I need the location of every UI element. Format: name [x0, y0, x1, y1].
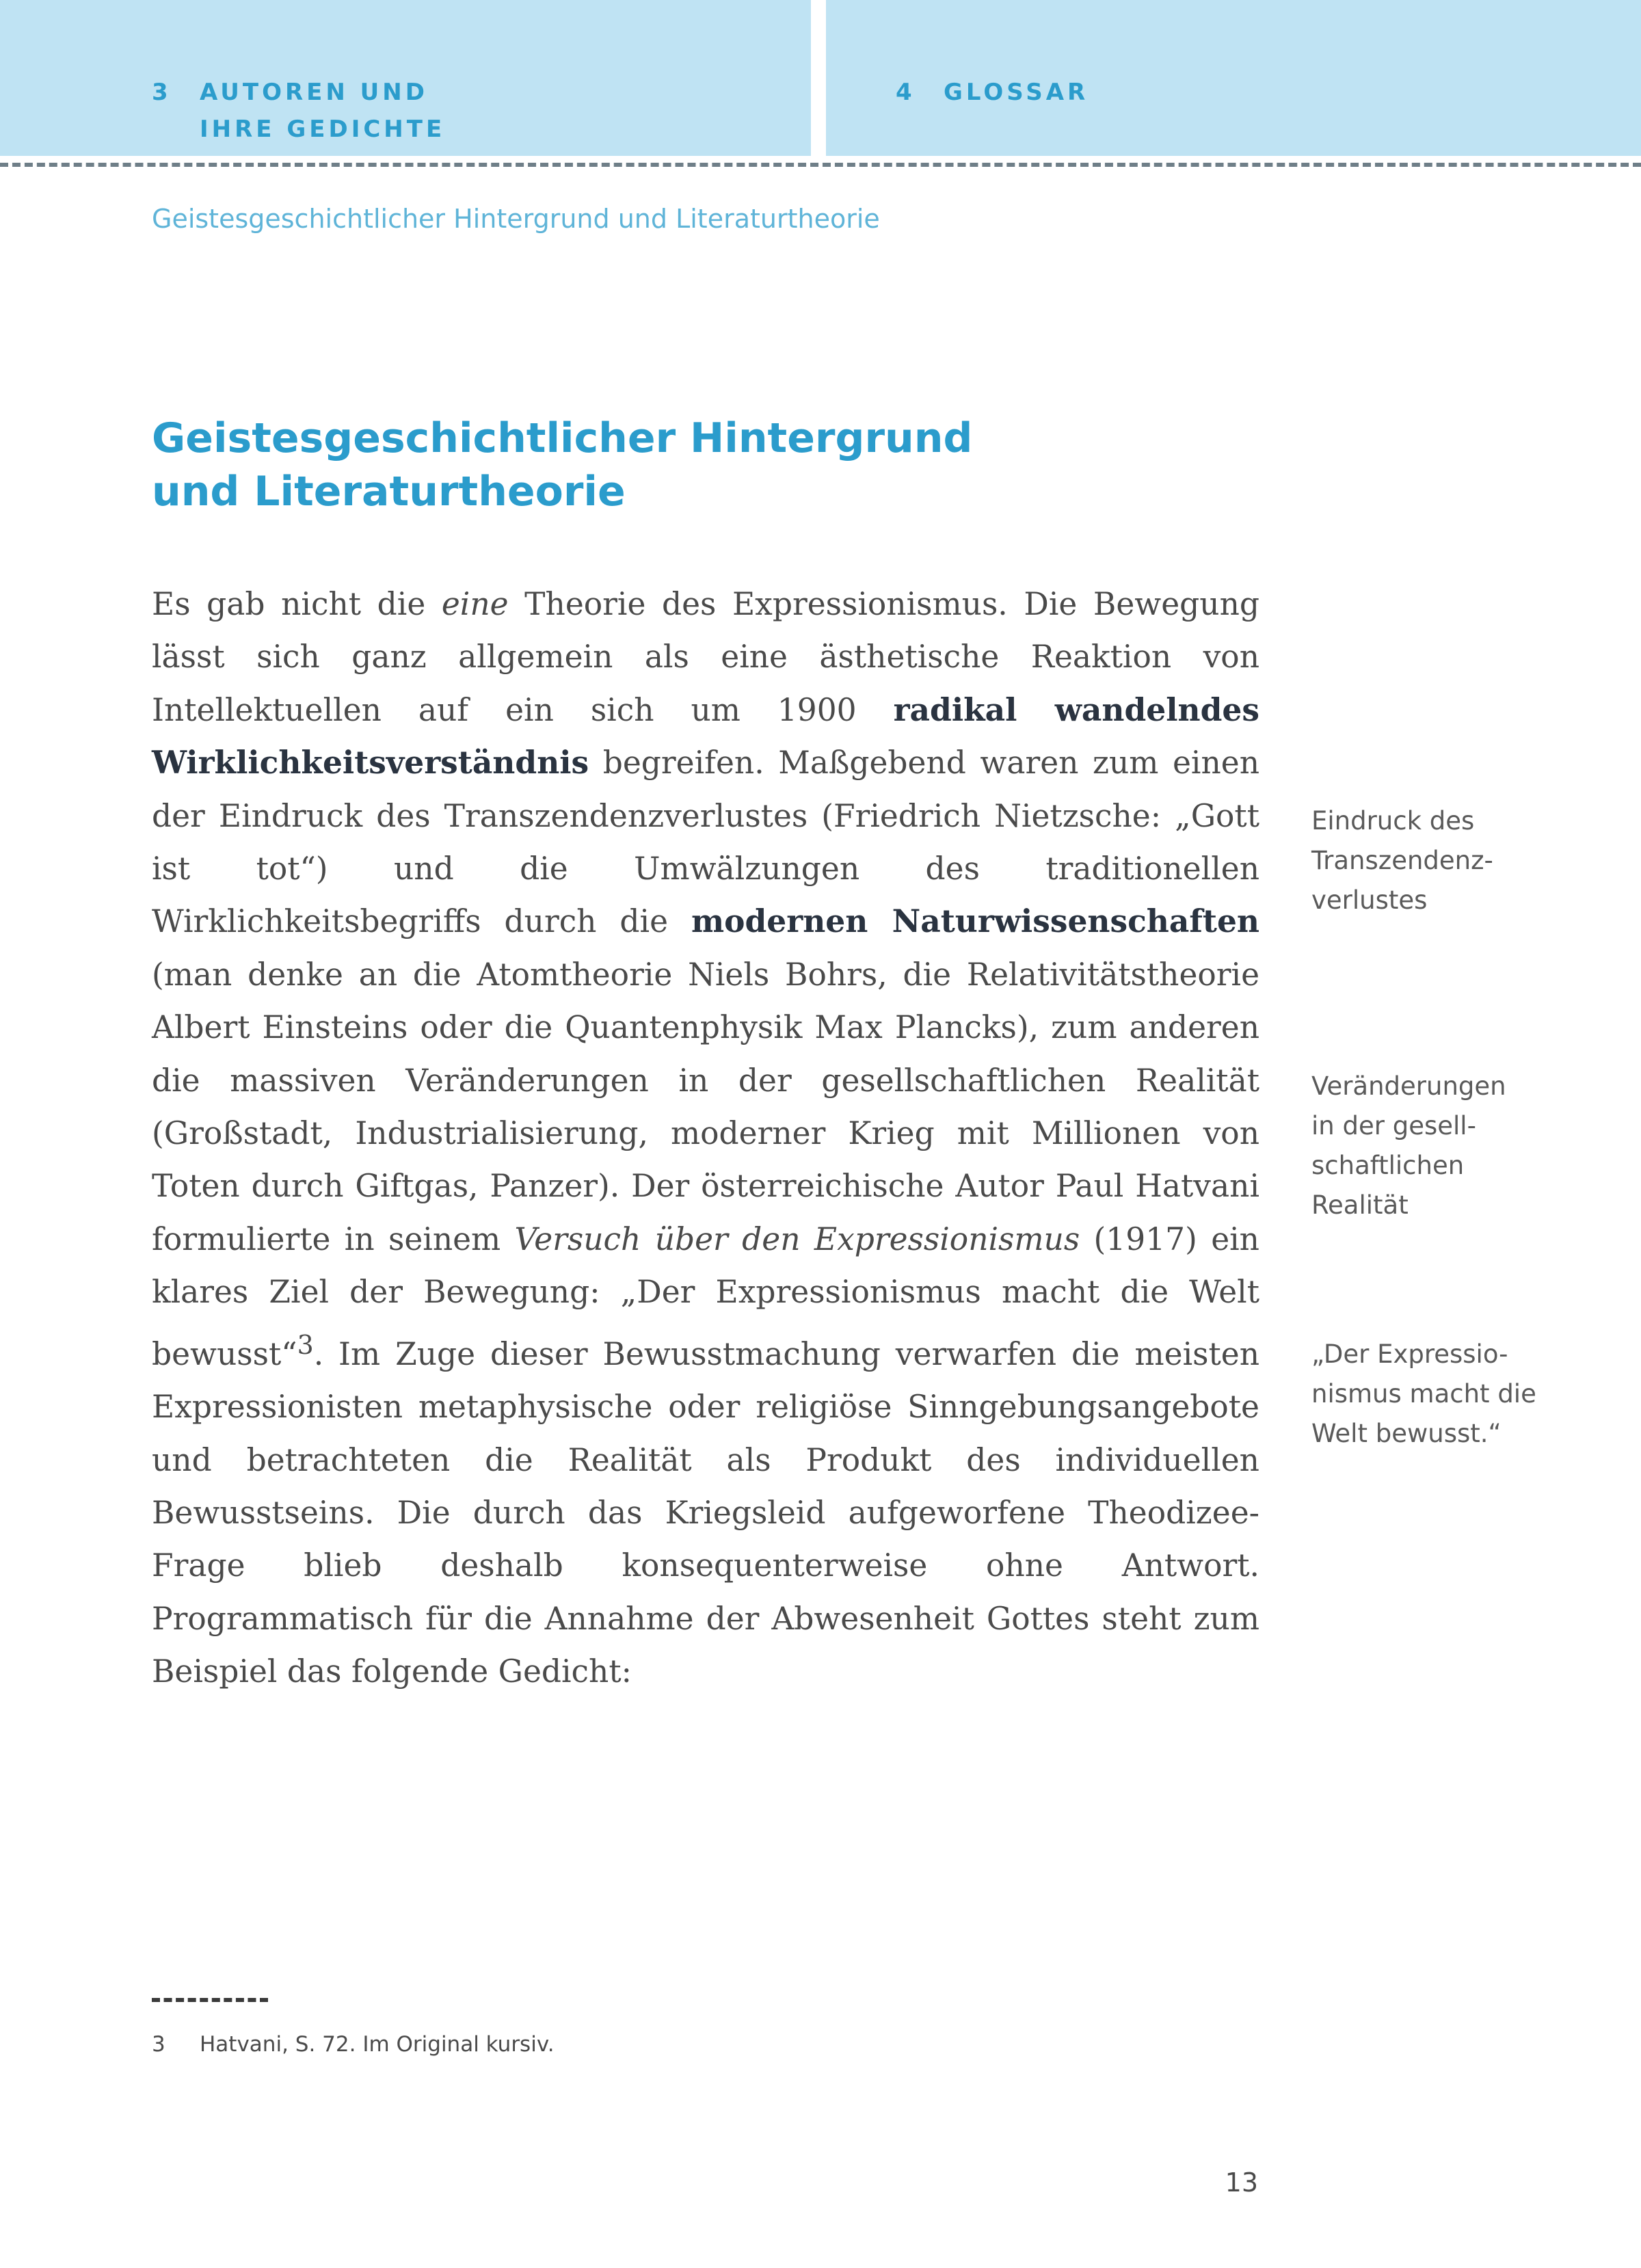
section-title-line: Geistesgeschichtlicher Hintergrund	[152, 414, 973, 462]
body-text-run: . Im Zuge dieser Bewusstmachung verwarfen die meisten Expressionisten metaphysische oder religiöse Sinngebungsangebote und betrachteten die Realität als Produkt des individuellen Bewusstseins. Die durch das Kriegsleid aufgeworfene Theodizee-Frage blieb deshalb konsequenterweise ohne Antwort. Programmatisch für die Annahme der Abwesenheit Gottes steht zum Beispiel das folgende Gedicht:	[152, 1335, 1259, 1690]
body-text-run: begreifen. Maßgebend waren zum einen der Eindruck des Transzendenzverlustes (Friedrich Nietzsche: „Gott ist tot“) und die Umwälzungen des traditionellen Wirklichkeitsbegriffs durch die	[152, 745, 1259, 940]
body-text-run: modernen Naturwissenschaften	[691, 903, 1259, 940]
margin-note-line: Realität	[1311, 1190, 1409, 1220]
tab-label	[200, 74, 445, 148]
tab-number: 4	[896, 79, 916, 106]
footnote-number: 3	[152, 2032, 165, 2057]
footnote-text: Hatvani, S. 72. Im Original kursiv.	[200, 2032, 555, 2057]
header-dashed-divider	[0, 163, 1641, 167]
margin-note-veraenderungen	[1311, 1067, 1599, 1225]
tab-number: 3	[152, 79, 172, 106]
header-divider	[811, 0, 826, 156]
running-head: Geistesgeschichtlicher Hintergrund und Literaturtheorie	[152, 204, 880, 234]
margin-note-line: „Der Expressio-	[1311, 1339, 1508, 1369]
margin-note-line: nismus macht die	[1311, 1379, 1536, 1409]
body-text-run: Theorie des Expressionismus. Die Bewegung lässt sich ganz allgemein als eine ästhetische Reaktion von Intellektuellen auf ein sich um 1900	[152, 586, 1260, 728]
footnote-rule	[152, 1998, 268, 2002]
body-text-run: Versuch über den Expressionismus	[514, 1220, 1080, 1257]
body-paragraph	[152, 578, 1259, 1698]
margin-note-line: schaftlichen	[1311, 1151, 1465, 1180]
margin-note-line: verlustes	[1311, 885, 1428, 915]
body-text-run: 3	[297, 1329, 314, 1360]
body-text-run: eine	[441, 586, 509, 622]
margin-note-line: Veränderungen	[1311, 1071, 1506, 1101]
margin-note-zitat	[1311, 1335, 1599, 1454]
margin-note-transzendenzverlust	[1311, 801, 1599, 920]
body-text-run: (1917) ein klares Ziel der Bewegung: „Der Expressionismus macht die Welt bewusst“	[152, 1220, 1259, 1372]
section-title-line: und Literaturtheorie	[152, 468, 626, 516]
body-text-run: (man denke an die Atomtheorie Niels Bohrs, die Relativitätstheorie Albert Einsteins oder die Quantenphysik Max Plancks), zum anderen die massiven Veränderungen in der gesellschaftlichen Realität (Großstadt, Industrialisierung, moderner Krieg mit Millionen von Toten durch Giftgas, Panzer). Der österreichische Autor Paul Hatvani formulierte in seinem	[152, 956, 1259, 1257]
tab-label: GLOSSAR	[944, 79, 1089, 106]
section-title	[152, 412, 1314, 518]
body-text-run: radikal wandelndes Wirklichkeitsverständnis	[152, 691, 1259, 782]
margin-note-line: Transzendenz-	[1311, 846, 1493, 875]
tab-label-line: IHRE GEDICHTE	[200, 116, 446, 143]
margin-note-line: in der gesell-	[1311, 1111, 1476, 1140]
tab-label-line: AUTOREN UND	[200, 79, 428, 106]
margin-note-line: Eindruck des	[1311, 806, 1475, 836]
body-text-run: Es gab nicht die	[152, 586, 442, 622]
page-number: 13	[1225, 2167, 1258, 2198]
margin-note-line: Welt bewusst.“	[1311, 1419, 1502, 1448]
